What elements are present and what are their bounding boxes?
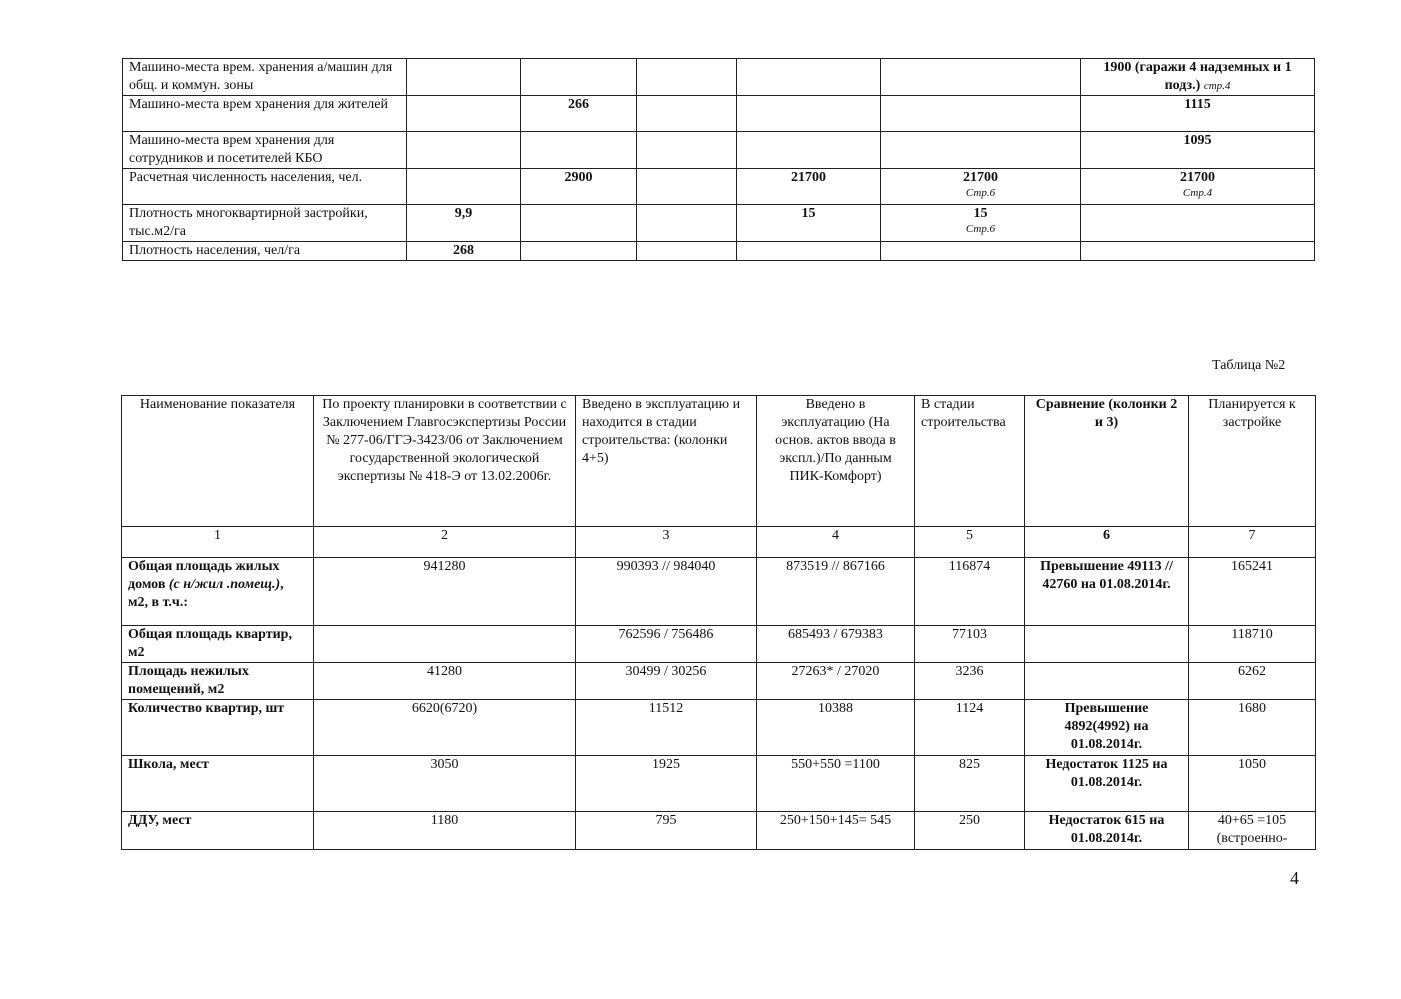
row-label: Плотность многоквартирной застройки, тыс.м2/га: [123, 205, 407, 242]
cell: 550+550 =1100: [757, 756, 915, 812]
cell: 77103: [915, 626, 1025, 663]
table-row: [123, 132, 1315, 169]
cell: [637, 205, 737, 242]
cell: [407, 169, 521, 205]
row-label: [122, 558, 314, 626]
cell: 15: [737, 205, 881, 242]
cell: 266: [521, 96, 637, 132]
cell: [407, 59, 521, 96]
row-label: Машино-места врем хранения для сотрудников и посетителей КБО: [123, 132, 407, 169]
cell: [737, 59, 881, 96]
table-row: [123, 96, 1315, 132]
cell: [737, 96, 881, 132]
cell: 3050: [314, 756, 576, 812]
cell: 685493 / 679383: [757, 626, 915, 663]
cell: [881, 242, 1081, 261]
row-label-text: Общая площадь жилых домов: [128, 559, 280, 592]
cell: [521, 59, 637, 96]
cell: [637, 242, 737, 261]
cell: 1050: [1189, 756, 1316, 812]
header-row: [122, 396, 1316, 527]
column-header: Введено в эксплуатацию и находится в стадии строительства: (колонки 4+5): [576, 396, 757, 527]
cell: 873519 // 867166: [757, 558, 915, 626]
cell: [407, 132, 521, 169]
row-label: Машино-места врем. хранения а/машин для общ. и коммун. зоны: [123, 59, 407, 96]
cell: [1081, 59, 1315, 96]
cell: 118710: [1189, 626, 1316, 663]
comparison-cell: Превышение 4892(4992) на 01.08.2014г.: [1025, 700, 1189, 756]
comparison-cell: Недостаток 1125 на 01.08.2014г.: [1025, 756, 1189, 812]
row-label: Количество квартир, шт: [122, 700, 314, 756]
table-row: [122, 700, 1316, 756]
cell: [637, 132, 737, 169]
cell: 41280: [314, 663, 576, 700]
cell: 40+65 =105 (встроенно-: [1189, 812, 1316, 850]
cell: 10388: [757, 700, 915, 756]
cell: 1680: [1189, 700, 1316, 756]
row-label: Машино-места врем хранения для жителей: [123, 96, 407, 132]
table-row: [123, 169, 1315, 205]
column-header: Планируется к застройке: [1189, 396, 1316, 527]
cell: [737, 132, 881, 169]
row-label: Общая площадь квартир, м2: [122, 626, 314, 663]
comparison-cell: Превышение 49113 // 42760 на 01.08.2014г.: [1025, 558, 1189, 626]
row-label: Плотность населения, чел/га: [123, 242, 407, 261]
cell: [881, 96, 1081, 132]
column-number: 2: [314, 527, 576, 558]
table-caption: Таблица №2: [1212, 358, 1286, 373]
cell-text: 1900 (гаражи 4 надземных и 1 подз.): [1103, 60, 1292, 93]
table-row: [122, 812, 1316, 850]
row-label: Расчетная численность населения, чел.: [123, 169, 407, 205]
column-number: 6: [1025, 527, 1189, 558]
cell: [881, 132, 1081, 169]
table-1: [122, 58, 1315, 261]
row-label-note: (с н/жил .помещ.): [168, 577, 281, 592]
cell: 762596 / 756486: [576, 626, 757, 663]
cell: [521, 132, 637, 169]
table-row: [123, 205, 1315, 242]
row-label: Школа, мест: [122, 756, 314, 812]
column-number: 3: [576, 527, 757, 558]
page-ref: стр.4: [1203, 80, 1231, 92]
comparison-cell: [1025, 626, 1189, 663]
cell: [1081, 205, 1315, 242]
cell: 2900: [521, 169, 637, 205]
cell: 268: [407, 242, 521, 261]
table-row: [122, 558, 1316, 626]
column-number: 4: [757, 527, 915, 558]
page-ref: Стр.4: [1182, 187, 1213, 199]
column-number: 7: [1189, 527, 1316, 558]
cell: 990393 // 984040: [576, 558, 757, 626]
cell: [637, 59, 737, 96]
comparison-cell: Недостаток 615 на 01.08.2014г.: [1025, 812, 1189, 850]
column-header: В стадии строительства: [915, 396, 1025, 527]
cell: [407, 96, 521, 132]
cell: [637, 169, 737, 205]
cell-text: 21700: [963, 170, 998, 185]
column-header: По проекту планировки в соответствии с Заключением Главгосэкспертизы России № 277-06/ГГЭ-3423/06 от Заключением государственной экологической экспертизы № 418-Э от 13.02.2006г.: [314, 396, 576, 527]
cell: 3236: [915, 663, 1025, 700]
row-label: ДДУ, мест: [122, 812, 314, 850]
cell: [881, 59, 1081, 96]
column-header: Наименование показателя: [122, 396, 314, 527]
cell: [637, 96, 737, 132]
cell: 6262: [1189, 663, 1316, 700]
page-number: 4: [1290, 868, 1299, 888]
cell: 6620(6720): [314, 700, 576, 756]
cell: 21700: [737, 169, 881, 205]
cell-text: 15: [973, 206, 988, 221]
table-row: [122, 663, 1316, 700]
cell: [1081, 242, 1315, 261]
column-header: Введено в эксплуатацию (На основ. актов ввода в экспл.)/По данным ПИК-Комфорт): [757, 396, 915, 527]
cell: 825: [915, 756, 1025, 812]
cell: [521, 242, 637, 261]
cell: 27263* / 27020: [757, 663, 915, 700]
cell: 165241: [1189, 558, 1316, 626]
cell: 116874: [915, 558, 1025, 626]
cell: 11512: [576, 700, 757, 756]
cell: [737, 242, 881, 261]
cell: 9,9: [407, 205, 521, 242]
column-header: Сравнение (колонки 2 и 3): [1025, 396, 1189, 527]
cell: 30499 / 30256: [576, 663, 757, 700]
page-ref: Стр.6: [965, 223, 996, 235]
column-number: 5: [915, 527, 1025, 558]
column-number-row: [122, 527, 1316, 558]
cell: 941280: [314, 558, 576, 626]
cell: 1095: [1081, 132, 1315, 169]
cell: 1925: [576, 756, 757, 812]
cell-text: 21700: [1180, 170, 1215, 185]
page-ref: Стр.6: [965, 187, 996, 199]
cell: 1115: [1081, 96, 1315, 132]
cell: [1081, 169, 1315, 205]
cell: 1180: [314, 812, 576, 850]
row-label-tail: , м2, в т.ч.:: [128, 577, 284, 610]
cell: [521, 205, 637, 242]
cell: 795: [576, 812, 757, 850]
cell: 250: [915, 812, 1025, 850]
comparison-cell: [1025, 663, 1189, 700]
row-label: Площадь нежилых помещений, м2: [122, 663, 314, 700]
table-2: [121, 395, 1316, 850]
table-row: [123, 242, 1315, 261]
table-row: [122, 626, 1316, 663]
table-row: [123, 59, 1315, 96]
cell: [881, 169, 1081, 205]
column-number: 1: [122, 527, 314, 558]
cell: [314, 626, 576, 663]
cell: [881, 205, 1081, 242]
cell: 250+150+145= 545: [757, 812, 915, 850]
table-row: [122, 756, 1316, 812]
cell: 1124: [915, 700, 1025, 756]
